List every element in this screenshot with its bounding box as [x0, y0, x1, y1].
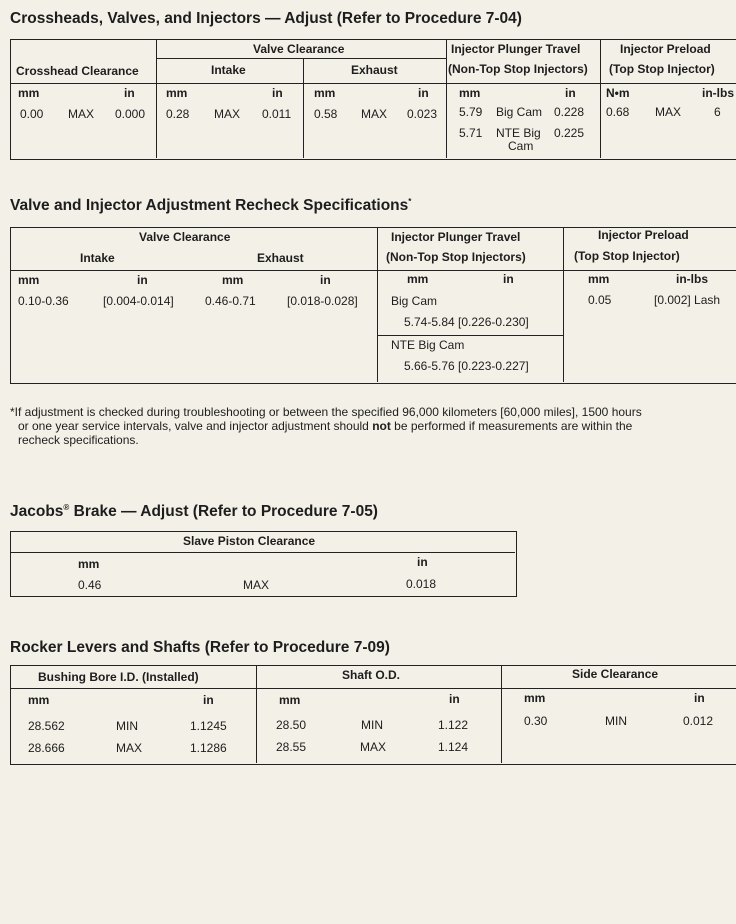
side-clearance-mm: 0.30 — [524, 714, 548, 728]
plunger-nte-label: NTE Big — [496, 126, 541, 140]
intake-mm-value: 0.28 — [166, 107, 190, 121]
crosshead-clearance-header: Crosshead Clearance — [16, 64, 139, 78]
unit-mm: mm — [314, 86, 336, 100]
unit-inlbs: in-lbs — [676, 272, 708, 286]
shaft-od-header: Shaft O.D. — [342, 668, 401, 682]
unit-in: in — [449, 692, 460, 706]
bushing-min-label: MIN — [116, 719, 138, 733]
unit-in: in — [272, 86, 283, 100]
slave-piston-limit: MAX — [243, 578, 270, 592]
valve-clearance-header: Valve Clearance — [253, 42, 345, 56]
bushing-min-in: 1.1245 — [190, 719, 227, 733]
unit-in: in — [503, 272, 514, 286]
nte-big-cam-label: NTE Big Cam — [391, 338, 465, 352]
slave-piston-mm-value: 0.46 — [78, 578, 102, 592]
crosshead-in-value: 0.000 — [115, 107, 146, 121]
plunger-nte-in: 0.225 — [554, 126, 585, 140]
preload-limit: MAX — [655, 105, 682, 119]
injector-preload-subheader: (Top Stop Injector) — [609, 62, 715, 76]
unit-in: in — [124, 86, 135, 100]
unit-mm: mm — [588, 272, 610, 286]
intake-header: Intake — [80, 251, 115, 265]
big-cam-label: Big Cam — [391, 294, 438, 308]
shaft-max-label: MAX — [360, 740, 387, 754]
exhaust-limit: MAX — [361, 107, 388, 121]
plunger-travel-header: Injector Plunger Travel — [391, 230, 521, 244]
unit-inlbs: in-lbs — [702, 86, 734, 100]
injector-preload-subheader: (Top Stop Injector) — [574, 249, 680, 263]
section-title-jacobs-brake: Jacobs® Brake — Adjust (Refer to Procedure 7-05) — [10, 503, 378, 521]
bushing-max-in: 1.1286 — [190, 741, 227, 755]
nte-big-cam-range: 5.66-5.76 [0.223-0.227] — [404, 359, 529, 373]
intake-in-range: [0.004-0.014] — [103, 294, 174, 308]
unit-mm: mm — [524, 691, 546, 705]
shaft-max-in: 1.124 — [438, 740, 469, 754]
slave-piston-header: Slave Piston Clearance — [183, 534, 316, 548]
recheck-footnote — [10, 405, 736, 447]
footnote-line: or one year service intervals, valve and injector adjustment should not be performed if measurements are within the — [18, 419, 633, 433]
preload-nm-value: 0.68 — [606, 105, 630, 119]
unit-mm: mm — [407, 272, 429, 286]
preload-mm-value: 0.05 — [588, 293, 612, 307]
exhaust-in-range: [0.018-0.028] — [287, 294, 358, 308]
section-title-crossheads: Crossheads, Valves, and Injectors — Adjust (Refer to Procedure 7-04) — [10, 10, 522, 27]
footnote-line: recheck specifications. — [18, 433, 139, 447]
plunger-nte-label-cont: Cam — [508, 139, 534, 153]
unit-in: in — [137, 273, 148, 287]
unit-mm: mm — [28, 693, 50, 707]
exhaust-in-value: 0.023 — [407, 107, 438, 121]
big-cam-range: 5.74-5.84 [0.226-0.230] — [404, 315, 529, 329]
side-clearance-in: 0.012 — [683, 714, 714, 728]
intake-limit: MAX — [214, 107, 241, 121]
exhaust-mm-value: 0.58 — [314, 107, 338, 121]
plunger-big-cam-in: 0.228 — [554, 105, 585, 119]
unit-in: in — [565, 86, 576, 100]
plunger-travel-header: Injector Plunger Travel — [451, 42, 581, 56]
unit-mm: mm — [18, 86, 40, 100]
plunger-travel-subheader: (Non-Top Stop Injectors) — [448, 62, 588, 76]
unit-mm: mm — [279, 693, 301, 707]
plunger-nte-mm: 5.71 — [459, 126, 483, 140]
side-clearance-label: MIN — [605, 714, 627, 728]
shaft-min-mm: 28.50 — [276, 718, 307, 732]
unit-mm: mm — [78, 557, 100, 571]
shaft-min-label: MIN — [361, 718, 383, 732]
bushing-max-mm: 28.666 — [28, 741, 65, 755]
injector-preload-header: Injector Preload — [598, 228, 689, 242]
section-title-recheck: Valve and Injector Adjustment Recheck Specifications* — [10, 197, 412, 215]
unit-in: in — [417, 555, 428, 569]
shaft-min-in: 1.122 — [438, 718, 469, 732]
intake-in-value: 0.011 — [262, 107, 292, 121]
section-title-rocker-levers: Rocker Levers and Shafts (Refer to Procedure 7-09) — [10, 639, 390, 656]
bushing-max-label: MAX — [116, 741, 143, 755]
plunger-travel-subheader: (Non-Top Stop Injectors) — [386, 250, 526, 264]
exhaust-header: Exhaust — [351, 63, 398, 77]
bushing-bore-header: Bushing Bore I.D. (Installed) — [38, 670, 199, 684]
unit-mm: mm — [222, 273, 244, 287]
crosshead-mm-value: 0.00 — [20, 107, 44, 121]
crosshead-limit: MAX — [68, 107, 95, 121]
exhaust-header: Exhaust — [257, 251, 304, 265]
exhaust-mm-range: 0.46-0.71 — [205, 294, 256, 308]
slave-piston-in-value: 0.018 — [406, 577, 437, 591]
bushing-min-mm: 28.562 — [28, 719, 65, 733]
unit-in: in — [320, 273, 331, 287]
preload-inlbs-value: 6 — [714, 105, 721, 119]
footnote-line: *If adjustment is checked during troubleshooting or between the specified 96,000 kilometers [60,000 miles], 1500 hours — [10, 405, 642, 419]
shaft-max-mm: 28.55 — [276, 740, 307, 754]
intake-header: Intake — [211, 63, 246, 77]
intake-mm-range: 0.10-0.36 — [18, 294, 69, 308]
unit-in: in — [418, 86, 429, 100]
plunger-big-cam-label: Big Cam — [496, 105, 543, 119]
unit-mm: mm — [166, 86, 188, 100]
unit-mm: mm — [459, 86, 481, 100]
side-clearance-header: Side Clearance — [572, 667, 659, 681]
preload-in-value: [0.002] Lash — [654, 293, 721, 307]
plunger-big-cam-mm: 5.79 — [459, 105, 483, 119]
unit-in: in — [694, 691, 705, 705]
injector-preload-header: Injector Preload — [620, 42, 711, 56]
unit-nm: N•m — [606, 86, 630, 100]
valve-clearance-header: Valve Clearance — [139, 230, 231, 244]
unit-in: in — [203, 693, 214, 707]
unit-mm: mm — [18, 273, 40, 287]
